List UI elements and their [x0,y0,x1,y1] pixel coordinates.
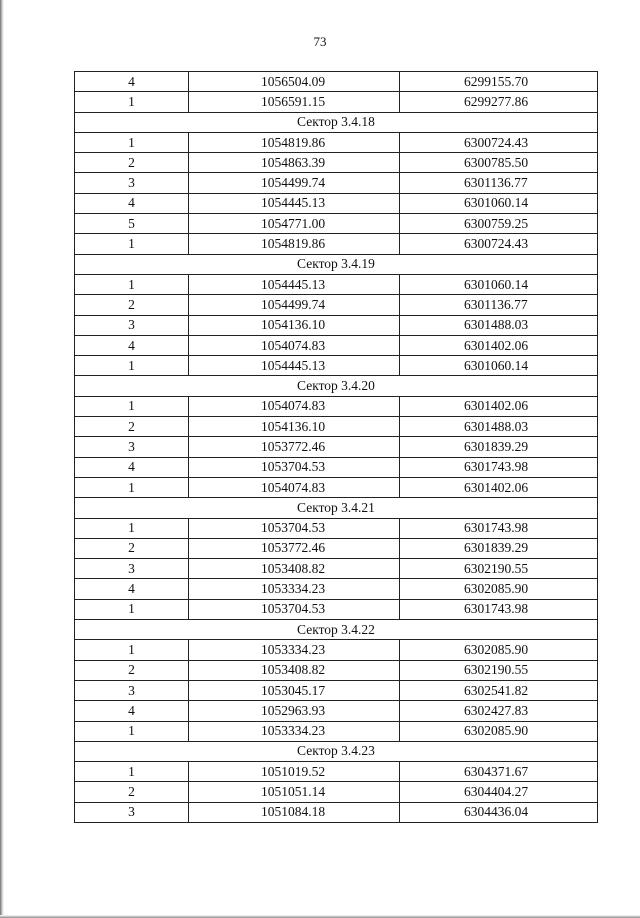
point-number-cell: 3 [75,173,189,193]
table-row [75,335,598,355]
y-coordinate-cell: 6304436.04 [400,802,598,822]
x-coordinate-cell: 1053408.82 [189,559,400,579]
x-coordinate-cell: 1054136.10 [189,315,400,335]
point-number-cell: 3 [75,680,189,700]
point-number-cell: 2 [75,153,189,173]
x-coordinate-cell: 1053408.82 [189,660,400,680]
x-coordinate-cell: 1052963.93 [189,701,400,721]
x-coordinate-cell: 1053334.23 [189,579,400,599]
x-coordinate-cell: 1054499.74 [189,173,400,193]
y-coordinate-cell: 6304404.27 [400,782,598,802]
sector-label: Сектор 3.4.21 [75,498,598,518]
y-coordinate-cell: 6301743.98 [400,457,598,477]
x-coordinate-cell: 1054136.10 [189,417,400,437]
sector-label: Сектор 3.4.20 [75,376,598,396]
x-coordinate-cell: 1051019.52 [189,762,400,782]
table-row [75,396,598,416]
table-row [75,417,598,437]
point-number-cell: 1 [75,92,189,112]
point-number-cell: 1 [75,518,189,538]
table-row [75,295,598,315]
point-number-cell: 4 [75,457,189,477]
point-number-cell: 3 [75,315,189,335]
y-coordinate-cell: 6301060.14 [400,193,598,213]
point-number-cell: 4 [75,579,189,599]
point-number-cell: 3 [75,437,189,457]
table-row [75,193,598,213]
point-number-cell: 1 [75,274,189,294]
point-number-cell: 1 [75,396,189,416]
sector-header-row [75,376,598,396]
y-coordinate-cell: 6300785.50 [400,153,598,173]
table-row [75,214,598,234]
y-coordinate-cell: 6301136.77 [400,173,598,193]
table-row [75,173,598,193]
point-number-cell: 2 [75,295,189,315]
table-row [75,437,598,457]
x-coordinate-cell: 1054074.83 [189,396,400,416]
table-row [75,559,598,579]
y-coordinate-cell: 6301402.06 [400,335,598,355]
x-coordinate-cell: 1054863.39 [189,153,400,173]
point-number-cell: 1 [75,721,189,741]
y-coordinate-cell: 6302190.55 [400,660,598,680]
x-coordinate-cell: 1054499.74 [189,295,400,315]
x-coordinate-cell: 1056504.09 [189,72,400,92]
table-row [75,92,598,112]
table-row [75,457,598,477]
sector-header-row [75,112,598,132]
y-coordinate-cell: 6301488.03 [400,417,598,437]
point-number-cell: 1 [75,762,189,782]
y-coordinate-cell: 6301488.03 [400,315,598,335]
table-row [75,132,598,152]
table-row [75,640,598,660]
y-coordinate-cell: 6300759.25 [400,214,598,234]
point-number-cell: 2 [75,660,189,680]
point-number-cell: 1 [75,132,189,152]
point-number-cell: 4 [75,335,189,355]
y-coordinate-cell: 6301060.14 [400,274,598,294]
y-coordinate-cell: 6300724.43 [400,234,598,254]
y-coordinate-cell: 6301136.77 [400,295,598,315]
point-number-cell: 5 [75,214,189,234]
x-coordinate-cell: 1054445.13 [189,193,400,213]
y-coordinate-cell: 6302541.82 [400,680,598,700]
x-coordinate-cell: 1054445.13 [189,274,400,294]
y-coordinate-cell: 6302085.90 [400,721,598,741]
y-coordinate-cell: 6302085.90 [400,579,598,599]
y-coordinate-cell: 6299155.70 [400,72,598,92]
table-row [75,518,598,538]
x-coordinate-cell: 1054771.00 [189,214,400,234]
x-coordinate-cell: 1053334.23 [189,640,400,660]
sector-label: Сектор 3.4.22 [75,620,598,640]
sector-label: Сектор 3.4.19 [75,254,598,274]
table-row [75,762,598,782]
x-coordinate-cell: 1056591.15 [189,92,400,112]
y-coordinate-cell: 6301060.14 [400,356,598,376]
x-coordinate-cell: 1051084.18 [189,802,400,822]
table-row [75,701,598,721]
table-row [75,660,598,680]
table-row [75,599,598,619]
x-coordinate-cell: 1051051.14 [189,782,400,802]
x-coordinate-cell: 1054074.83 [189,335,400,355]
x-coordinate-cell: 1053772.46 [189,538,400,558]
table-row [75,477,598,497]
point-number-cell: 4 [75,72,189,92]
sector-label: Сектор 3.4.18 [75,112,598,132]
table-row [75,234,598,254]
point-number-cell: 2 [75,538,189,558]
y-coordinate-cell: 6302190.55 [400,559,598,579]
x-coordinate-cell: 1053704.53 [189,457,400,477]
point-number-cell: 2 [75,782,189,802]
table-row [75,782,598,802]
point-number-cell: 1 [75,599,189,619]
x-coordinate-cell: 1054074.83 [189,477,400,497]
coordinates-table [74,71,598,823]
table-row [75,274,598,294]
y-coordinate-cell: 6302085.90 [400,640,598,660]
page-number: 73 [313,34,327,49]
point-number-cell: 1 [75,234,189,254]
y-coordinate-cell: 6301743.98 [400,599,598,619]
point-number-cell: 1 [75,477,189,497]
table-row [75,802,598,822]
sector-header-row [75,741,598,761]
table-row [75,356,598,376]
sector-header-row [75,498,598,518]
y-coordinate-cell: 6301402.06 [400,477,598,497]
point-number-cell: 2 [75,417,189,437]
sector-header-row [75,620,598,640]
point-number-cell: 3 [75,802,189,822]
x-coordinate-cell: 1053334.23 [189,721,400,741]
table-row [75,315,598,335]
x-coordinate-cell: 1054819.86 [189,234,400,254]
y-coordinate-cell: 6302427.83 [400,701,598,721]
y-coordinate-cell: 6304371.67 [400,762,598,782]
table-row [75,579,598,599]
y-coordinate-cell: 6301743.98 [400,518,598,538]
y-coordinate-cell: 6301839.29 [400,538,598,558]
table-row [75,153,598,173]
scan-left-edge [0,0,4,918]
x-coordinate-cell: 1053045.17 [189,680,400,700]
x-coordinate-cell: 1053704.53 [189,518,400,538]
y-coordinate-cell: 6299277.86 [400,92,598,112]
point-number-cell: 4 [75,193,189,213]
y-coordinate-cell: 6301839.29 [400,437,598,457]
table-row [75,721,598,741]
point-number-cell: 4 [75,701,189,721]
x-coordinate-cell: 1053772.46 [189,437,400,457]
point-number-cell: 3 [75,559,189,579]
sector-header-row [75,254,598,274]
y-coordinate-cell: 6301402.06 [400,396,598,416]
table-row [75,72,598,92]
sector-label: Сектор 3.4.23 [75,741,598,761]
point-number-cell: 1 [75,356,189,376]
x-coordinate-cell: 1054445.13 [189,356,400,376]
table-row [75,680,598,700]
coordinates-table-body [75,72,598,823]
table-row [75,538,598,558]
y-coordinate-cell: 6300724.43 [400,132,598,152]
point-number-cell: 1 [75,640,189,660]
x-coordinate-cell: 1053704.53 [189,599,400,619]
x-coordinate-cell: 1054819.86 [189,132,400,152]
